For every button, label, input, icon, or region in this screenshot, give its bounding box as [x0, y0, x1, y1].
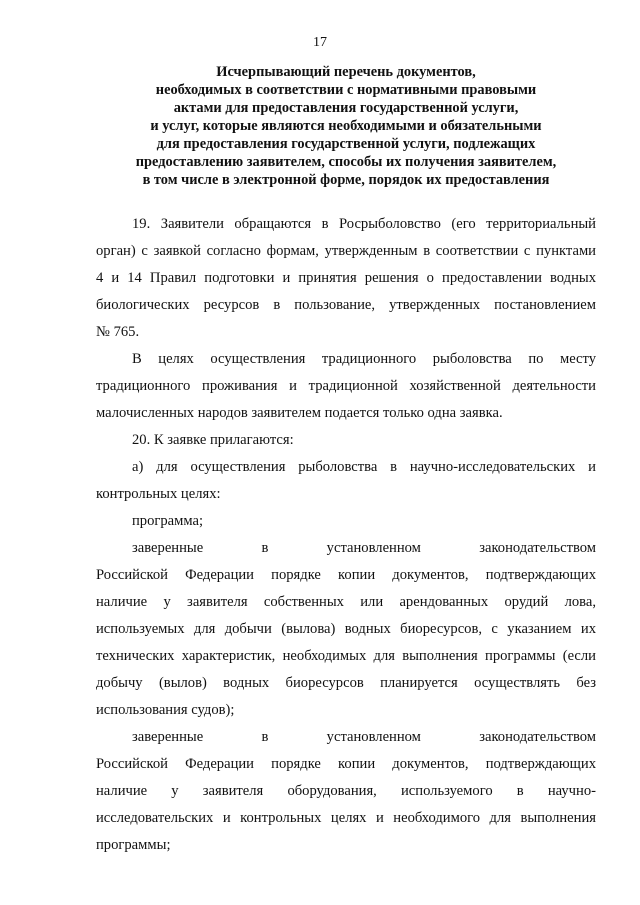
paragraph-line: Российской Федерации порядке копии документов, подтверждающих [96, 567, 596, 583]
paragraph-line: наличие у заявителя собственных или арендованных орудий лова, [96, 594, 596, 610]
paragraph [96, 427, 596, 454]
heading-line: для предоставления государственной услуги, подлежащих [156, 136, 536, 152]
paragraph-line: 4 и 14 Правил подготовки и принятия решения о предоставлении водных [96, 270, 596, 286]
paragraph [96, 724, 596, 859]
paragraph-line: добычу (вылов) водных биоресурсов планируется осуществлять без [96, 675, 596, 691]
paragraph-line: исследовательских и контрольных целях и необходимого для выполнения [96, 810, 596, 826]
paragraph-line: заверенные в установленном законодательством [132, 540, 596, 556]
heading-line: в том числе в электронной форме, порядок их предоставления [142, 172, 550, 188]
heading-line: актами для предоставления государственной услуги, [173, 100, 519, 116]
paragraph [96, 508, 596, 535]
section-heading [96, 63, 596, 189]
paragraph-line: № 765. [96, 324, 140, 340]
paragraph [96, 535, 596, 724]
heading-line: и услуг, которые являются необходимыми и обязательными [150, 118, 542, 134]
paragraph [96, 346, 596, 427]
paragraph-line: 19. Заявители обращаются в Росрыболовство (его территориальный [132, 216, 596, 232]
heading-line: предоставлению заявителем, способы их получения заявителем, [135, 154, 557, 170]
paragraph-line: а) для осуществления рыболовства в научно-исследовательских и [132, 459, 596, 475]
page-number: 17 [313, 35, 327, 50]
paragraph-line: биологических ресурсов в пользование, утвержденных постановлением [96, 297, 596, 313]
paragraph [96, 211, 596, 346]
paragraph-line: 20. К заявке прилагаются: [132, 432, 294, 448]
paragraph-line: наличие у заявителя оборудования, используемого в научно- [96, 783, 596, 799]
paragraph-line: малочисленных народов заявителем подается только одна заявка. [96, 405, 503, 421]
paragraph-line: программа; [132, 513, 204, 529]
heading-line: необходимых в соответствии с нормативными правовыми [155, 82, 537, 98]
heading-line: Исчерпывающий перечень документов, [216, 64, 476, 80]
paragraph-line: традиционного проживания и традиционной хозяйственной деятельности [96, 378, 596, 394]
paragraph-line: использования судов); [96, 702, 235, 718]
paragraph-line: заверенные в установленном законодательством [132, 729, 596, 745]
paragraph-line: орган) с заявкой согласно формам, утвержденным в соответствии с пунктами [96, 243, 596, 259]
paragraph [96, 454, 596, 508]
paragraph-line: программы; [96, 837, 171, 853]
paragraph-line: технических характеристик, необходимых для выполнения программы (если [96, 648, 596, 664]
paragraph-line: контрольных целях: [96, 486, 221, 502]
paragraph-line: В целях осуществления традиционного рыболовства по месту [132, 351, 596, 367]
paragraph-line: Российской Федерации порядке копии документов, подтверждающих [96, 756, 596, 772]
document-body [96, 211, 596, 859]
paragraph-line: используемых для добычи (вылова) водных биоресурсов, с указанием их [96, 621, 596, 637]
